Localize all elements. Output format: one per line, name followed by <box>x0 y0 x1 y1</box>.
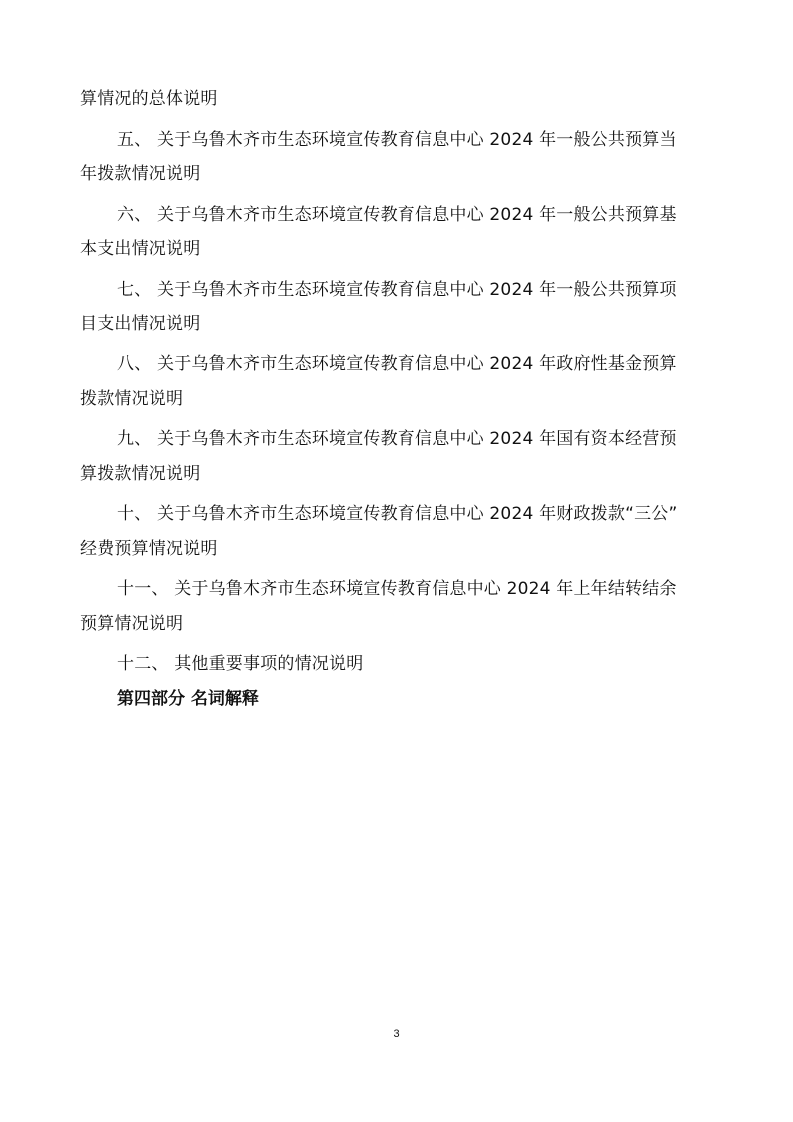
toc-item-8-line2: 拨款情况说明 <box>80 389 184 409</box>
section-heading: 第四部分 名词解释 <box>117 689 259 709</box>
toc-item-4-continuation: 算情况的总体说明 <box>80 89 218 109</box>
toc-item-7-line2: 目支出情况说明 <box>80 314 201 334</box>
toc-item-6-line2: 本支出情况说明 <box>80 239 201 259</box>
toc-item-5-line2: 年拨款情况说明 <box>80 164 201 184</box>
toc-item-6-line1: 六、 关于乌鲁木齐市生态环境宣传教育信息中心 2024 年一般公共预算基 <box>117 205 677 225</box>
toc-item-10-line1: 十、 关于乌鲁木齐市生态环境宣传教育信息中心 2024 年财政拨款“三公” <box>117 504 678 524</box>
toc-item-7-line1: 七、 关于乌鲁木齐市生态环境宣传教育信息中心 2024 年一般公共预算项 <box>117 280 677 300</box>
toc-item-11-line1: 十一、 关于乌鲁木齐市生态环境宣传教育信息中心 2024 年上年结转结余 <box>117 579 677 599</box>
toc-item-10-line2: 经费预算情况说明 <box>80 539 218 559</box>
toc-item-12: 十二、 其他重要事项的情况说明 <box>117 654 364 674</box>
toc-item-8-line1: 八、 关于乌鲁木齐市生态环境宣传教育信息中心 2024 年政府性基金预算 <box>117 354 677 374</box>
toc-item-9-line2: 算拨款情况说明 <box>80 464 201 484</box>
toc-item-9-line1: 九、 关于乌鲁木齐市生态环境宣传教育信息中心 2024 年国有资本经营预 <box>117 429 677 449</box>
toc-item-5-line1: 五、 关于乌鲁木齐市生态环境宣传教育信息中心 2024 年一般公共预算当 <box>117 130 677 150</box>
toc-item-11-line2: 预算情况说明 <box>80 614 184 634</box>
page-number: 3 <box>393 1028 400 1040</box>
